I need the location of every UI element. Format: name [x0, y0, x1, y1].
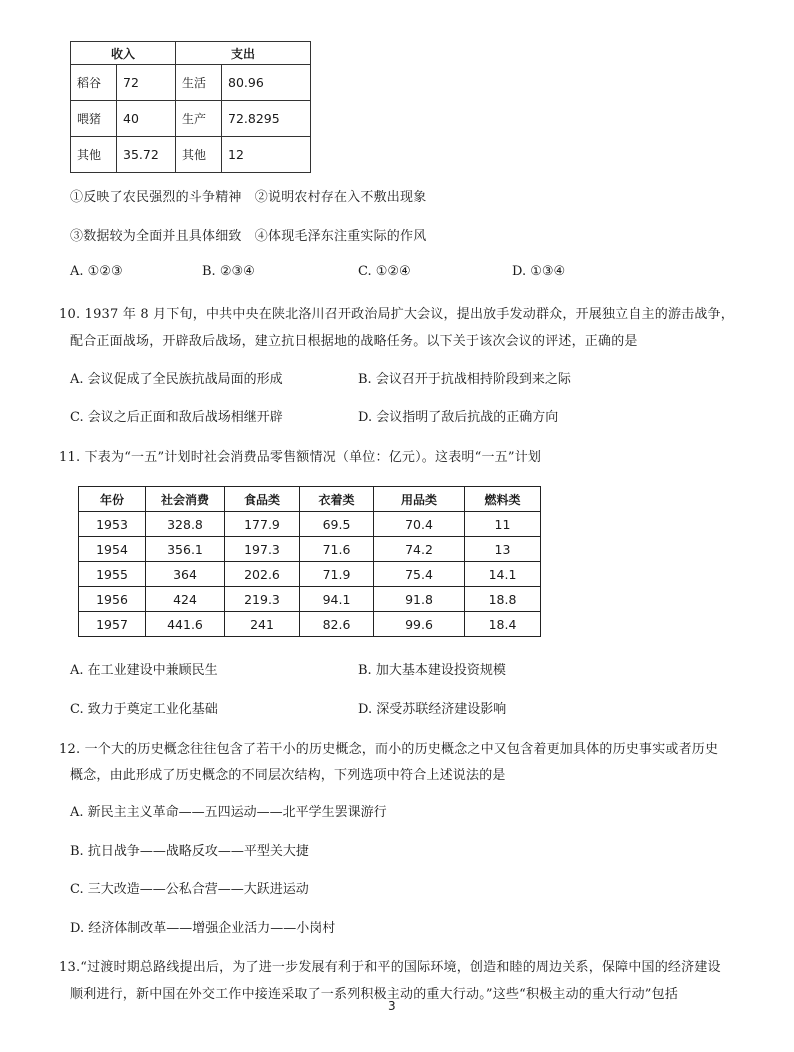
- table-row: [79, 537, 541, 562]
- q9-statement-line: ①反映了农民强烈的斗争精神 ②说明农村存在入不敷出现象: [70, 190, 427, 205]
- q11-option-d: D. 深受苏联经济建设影响: [358, 702, 507, 717]
- table-cell: 1953: [79, 512, 146, 537]
- q10-stem-line: 10. 1937 年 8 月下旬，中共中央在陕北洛川召开政治局扩大会议，提出放手发动群众，开展独立自主的游击战争，: [59, 307, 734, 322]
- table-cell: 75.4: [374, 562, 465, 587]
- q9-option-b: B. ②③④: [202, 264, 255, 279]
- q12-option-c: C. 三大改造——公私合营——大跃进运动: [70, 882, 309, 897]
- table-cell: 稻谷: [71, 65, 117, 101]
- table-cell: 其他: [71, 137, 117, 173]
- table-cell: 219.3: [225, 587, 300, 612]
- column-header: 燃料类: [465, 487, 541, 512]
- q11-option-b: B. 加大基本建设投资规模: [358, 663, 506, 678]
- q11-stem-line: 11. 下表为“一五”计划时社会消费品零售额情况（单位：亿元）。这表明“一五”计划: [59, 450, 542, 465]
- q10-option-c: C. 会议之后正面和敌后战场相继开辟: [70, 410, 283, 425]
- table-cell: 424: [146, 587, 225, 612]
- table-cell: 91.8: [374, 587, 465, 612]
- column-header: 社会消费: [146, 487, 225, 512]
- table-row: [71, 137, 311, 173]
- table-cell: 35.72: [117, 137, 176, 173]
- column-header: 年份: [79, 487, 146, 512]
- table-cell: 82.6: [300, 612, 374, 637]
- table-cell: 72: [117, 65, 176, 101]
- table-cell: 71.6: [300, 537, 374, 562]
- table-cell: 18.8: [465, 587, 541, 612]
- table-row: [71, 65, 311, 101]
- table-cell: 13: [465, 537, 541, 562]
- column-header: 衣着类: [300, 487, 374, 512]
- table-cell: 1956: [79, 587, 146, 612]
- table-cell: 1955: [79, 562, 146, 587]
- table-cell: 441.6: [146, 612, 225, 637]
- table-row: [79, 512, 541, 537]
- q9-statement-line: ③数据较为全面并且具体细致 ④体现毛泽东注重实际的作风: [70, 229, 427, 244]
- table-cell: 202.6: [225, 562, 300, 587]
- table-cell: 72.8295: [222, 101, 311, 137]
- table-row: [79, 587, 541, 612]
- table-cell: 40: [117, 101, 176, 137]
- q10-stem-line: 配合正面战场，开辟敌后战场，建立抗日根据地的战略任务。以下关于该次会议的评述，正确的是: [70, 334, 638, 349]
- table-row: [79, 562, 541, 587]
- column-header: 食品类: [225, 487, 300, 512]
- header-income: 收入: [71, 42, 176, 65]
- table-cell: 356.1: [146, 537, 225, 562]
- table-cell: 69.5: [300, 512, 374, 537]
- table-cell: 18.4: [465, 612, 541, 637]
- q10-option-b: B. 会议召开于抗战相持阶段到来之际: [358, 372, 571, 387]
- q9-option-c: C. ①②④: [358, 264, 411, 279]
- q11-option-a: A. 在工业建设中兼顾民生: [70, 663, 218, 678]
- retail-sales-table: [78, 486, 541, 637]
- q12-option-b: B. 抗日战争——战略反攻——平型关大捷: [70, 844, 309, 859]
- table-cell: 80.96: [222, 65, 311, 101]
- q9-option-a: A. ①②③: [70, 264, 123, 279]
- q10-option-d: D. 会议指明了敌后抗战的正确方向: [358, 410, 559, 425]
- table-cell: 其他: [176, 137, 222, 173]
- table-cell: 74.2: [374, 537, 465, 562]
- table-cell: 喂猪: [71, 101, 117, 137]
- q12-option-a: A. 新民主主义革命——五四运动——北平学生罢课游行: [70, 805, 387, 820]
- column-header: 用品类: [374, 487, 465, 512]
- income-expense-table: [70, 41, 311, 173]
- table-cell: 99.6: [374, 612, 465, 637]
- table-cell: 1954: [79, 537, 146, 562]
- table-cell: 328.8: [146, 512, 225, 537]
- q13-stem-line: 13.“过渡时期总路线提出后，为了进一步发展有利于和平的国际环境，创造和睦的周边关系，保障中国的经济建设: [59, 960, 721, 975]
- table-cell: 177.9: [225, 512, 300, 537]
- table-cell: 94.1: [300, 587, 374, 612]
- q12-stem-line: 12. 一个大的历史概念往往包含了若干小的历史概念，而小的历史概念之中又包含着更加具体的历史事实或者历史: [59, 742, 719, 757]
- table-row: [71, 101, 311, 137]
- q12-option-d: D. 经济体制改革——增强企业活力——小岗村: [70, 921, 336, 936]
- table-cell: 197.3: [225, 537, 300, 562]
- q12-stem-line: 概念，由此形成了历史概念的不同层次结构，下列选项中符合上述说法的是: [70, 768, 506, 783]
- table-cell: 12: [222, 137, 311, 173]
- table-cell: 241: [225, 612, 300, 637]
- table-cell: 364: [146, 562, 225, 587]
- table-cell: 生产: [176, 101, 222, 137]
- table-cell: 1957: [79, 612, 146, 637]
- table-row: [79, 612, 541, 637]
- table-cell: 71.9: [300, 562, 374, 587]
- table-cell: 11: [465, 512, 541, 537]
- table-cell: 70.4: [374, 512, 465, 537]
- header-expense: 支出: [176, 42, 311, 65]
- page-number: 3: [388, 999, 396, 1013]
- table-cell: 生活: [176, 65, 222, 101]
- q13-stem-line: 顺利进行，新中国在外交工作中接连采取了一系列积极主动的重大行动。”这些“积极主动的重大行动”包括: [70, 987, 679, 1002]
- q11-option-c: C. 致力于奠定工业化基础: [70, 702, 218, 717]
- q10-option-a: A. 会议促成了全民族抗战局面的形成: [70, 372, 283, 387]
- q9-option-d: D. ①③④: [512, 264, 566, 279]
- table-cell: 14.1: [465, 562, 541, 587]
